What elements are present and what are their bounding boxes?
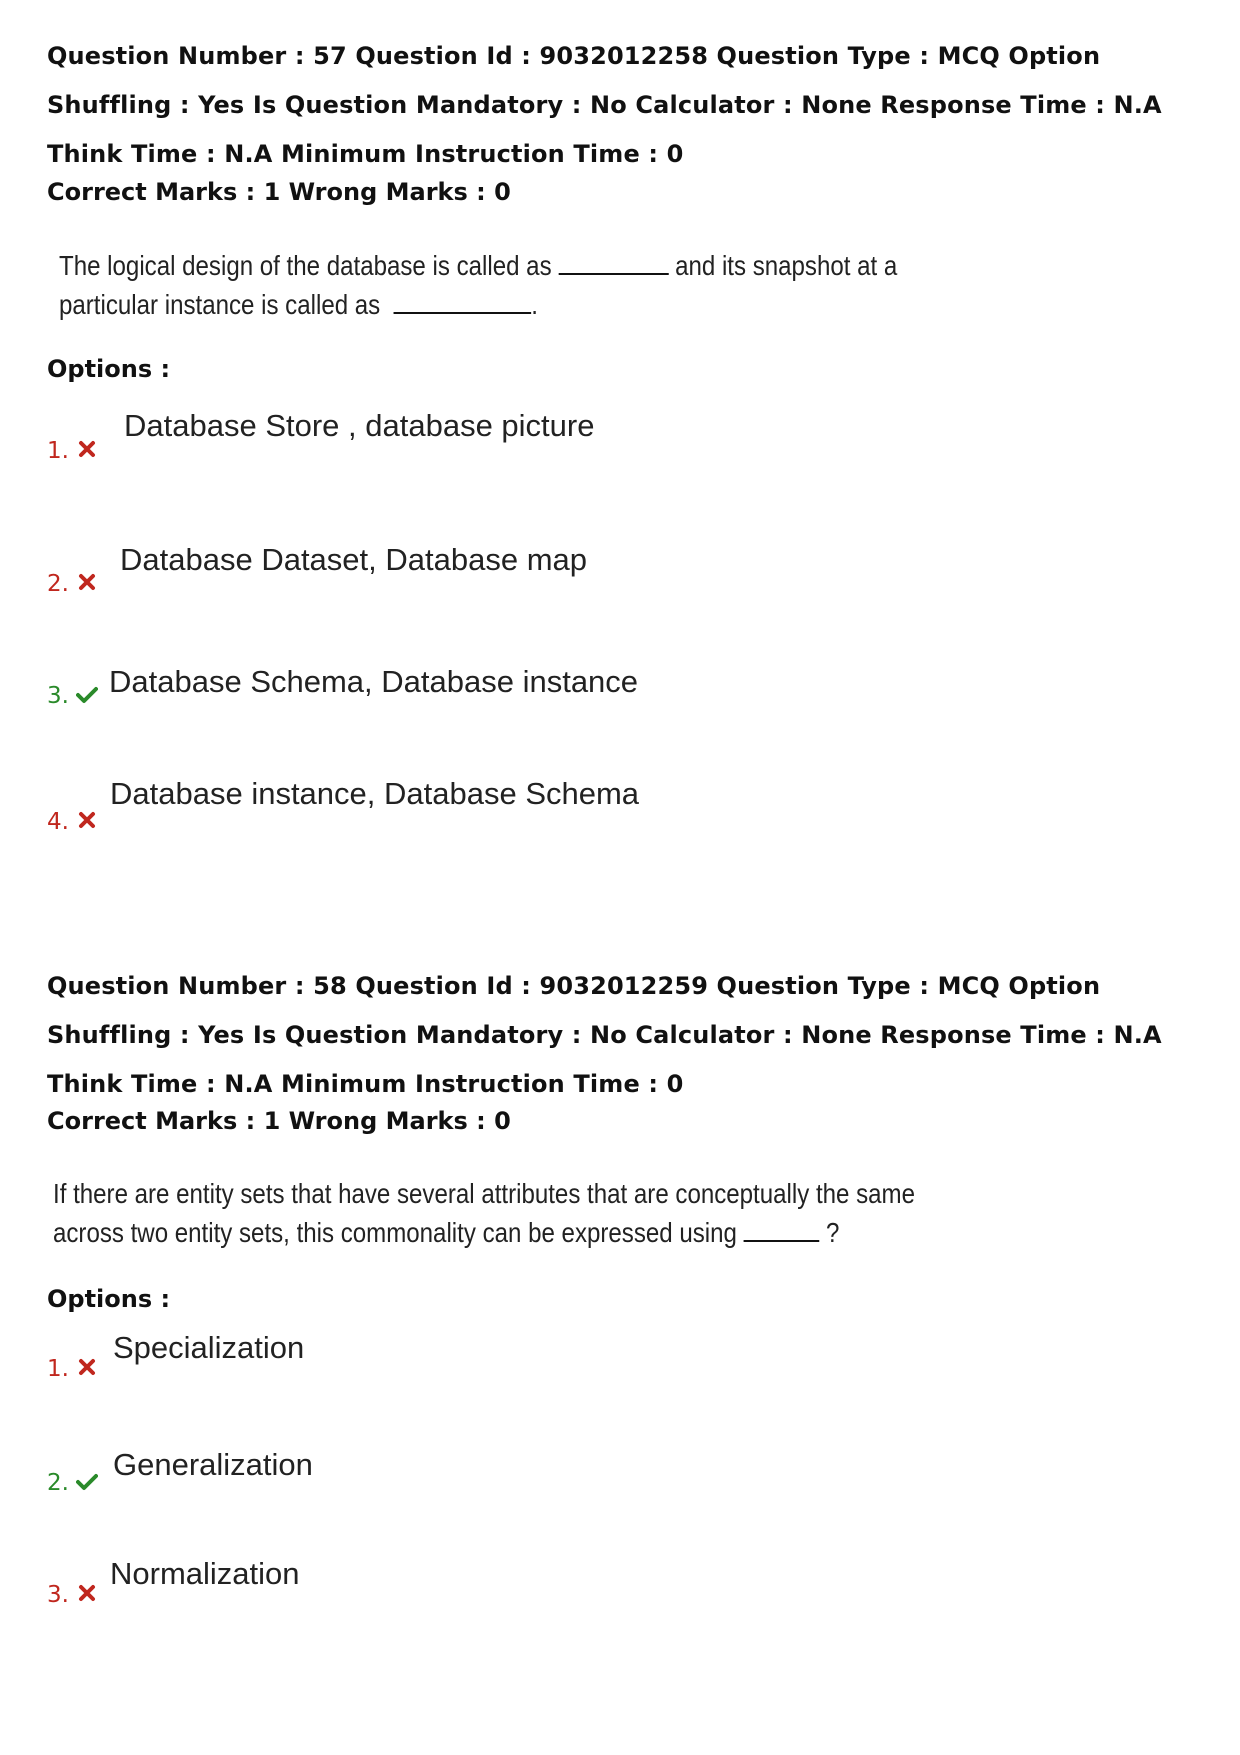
question-58-options-label: Options :	[47, 1285, 171, 1313]
cross-icon	[78, 573, 96, 591]
answer-blank	[558, 273, 668, 275]
check-icon	[76, 686, 98, 704]
answer-blank	[394, 312, 532, 314]
option-text: Database Store , database picture	[124, 408, 595, 443]
question-57-text-part: particular instance is called as	[59, 289, 381, 320]
question-58-text-part: If there are entity sets that have several attributes that are conceptually the same	[53, 1178, 916, 1209]
cross-icon	[78, 811, 96, 829]
option-text: Generalization	[113, 1447, 313, 1482]
option-number: 2.	[47, 1470, 69, 1496]
question-57-text-part: and its snapshot at a	[675, 250, 898, 281]
question-57-text-part: .	[531, 289, 538, 320]
option-text: Specialization	[113, 1330, 305, 1365]
check-icon	[76, 1473, 98, 1491]
question-58-text-part: ?	[825, 1217, 840, 1248]
option-number: 3.	[47, 1582, 69, 1608]
option-text: Database Schema, Database instance	[109, 664, 639, 699]
option-number: 1.	[47, 438, 69, 464]
option-number: 3.	[47, 683, 69, 709]
option-number: 2.	[47, 571, 69, 597]
option-text: Normalization	[110, 1556, 300, 1591]
answer-blank	[744, 1240, 820, 1242]
question-57-text-part: The logical design of the database is called as	[59, 250, 552, 281]
question-58-text	[53, 1174, 915, 1252]
question-57-marks: Correct Marks : 1 Wrong Marks : 0	[47, 178, 511, 206]
question-58-marks: Correct Marks : 1 Wrong Marks : 0	[47, 1107, 511, 1135]
question-58-text-part: across two entity sets, this commonality can be expressed using	[53, 1217, 737, 1248]
option-number: 4.	[47, 809, 69, 835]
cross-icon	[78, 1584, 96, 1602]
option-number: 1.	[47, 1356, 69, 1382]
cross-icon	[78, 440, 96, 458]
option-text: Database instance, Database Schema	[110, 776, 640, 811]
question-57-text	[59, 246, 897, 324]
question-58-meta: Question Number : 58 Question Id : 9032012259 Question Type : MCQ Option Shuffling : Yes Is Question Mandatory : No Calculator : None Response Time : N.A Think Time : N.A Minimum Instruction Time : 0	[47, 972, 1162, 1098]
cross-icon	[78, 1358, 96, 1376]
option-text: Database Dataset, Database map	[120, 542, 587, 577]
question-57-meta: Question Number : 57 Question Id : 9032012258 Question Type : MCQ Option Shuffling : Yes Is Question Mandatory : No Calculator : None Response Time : N.A Think Time : N.A Minimum Instruction Time : 0	[47, 42, 1162, 168]
question-57-options-label: Options :	[47, 355, 171, 383]
